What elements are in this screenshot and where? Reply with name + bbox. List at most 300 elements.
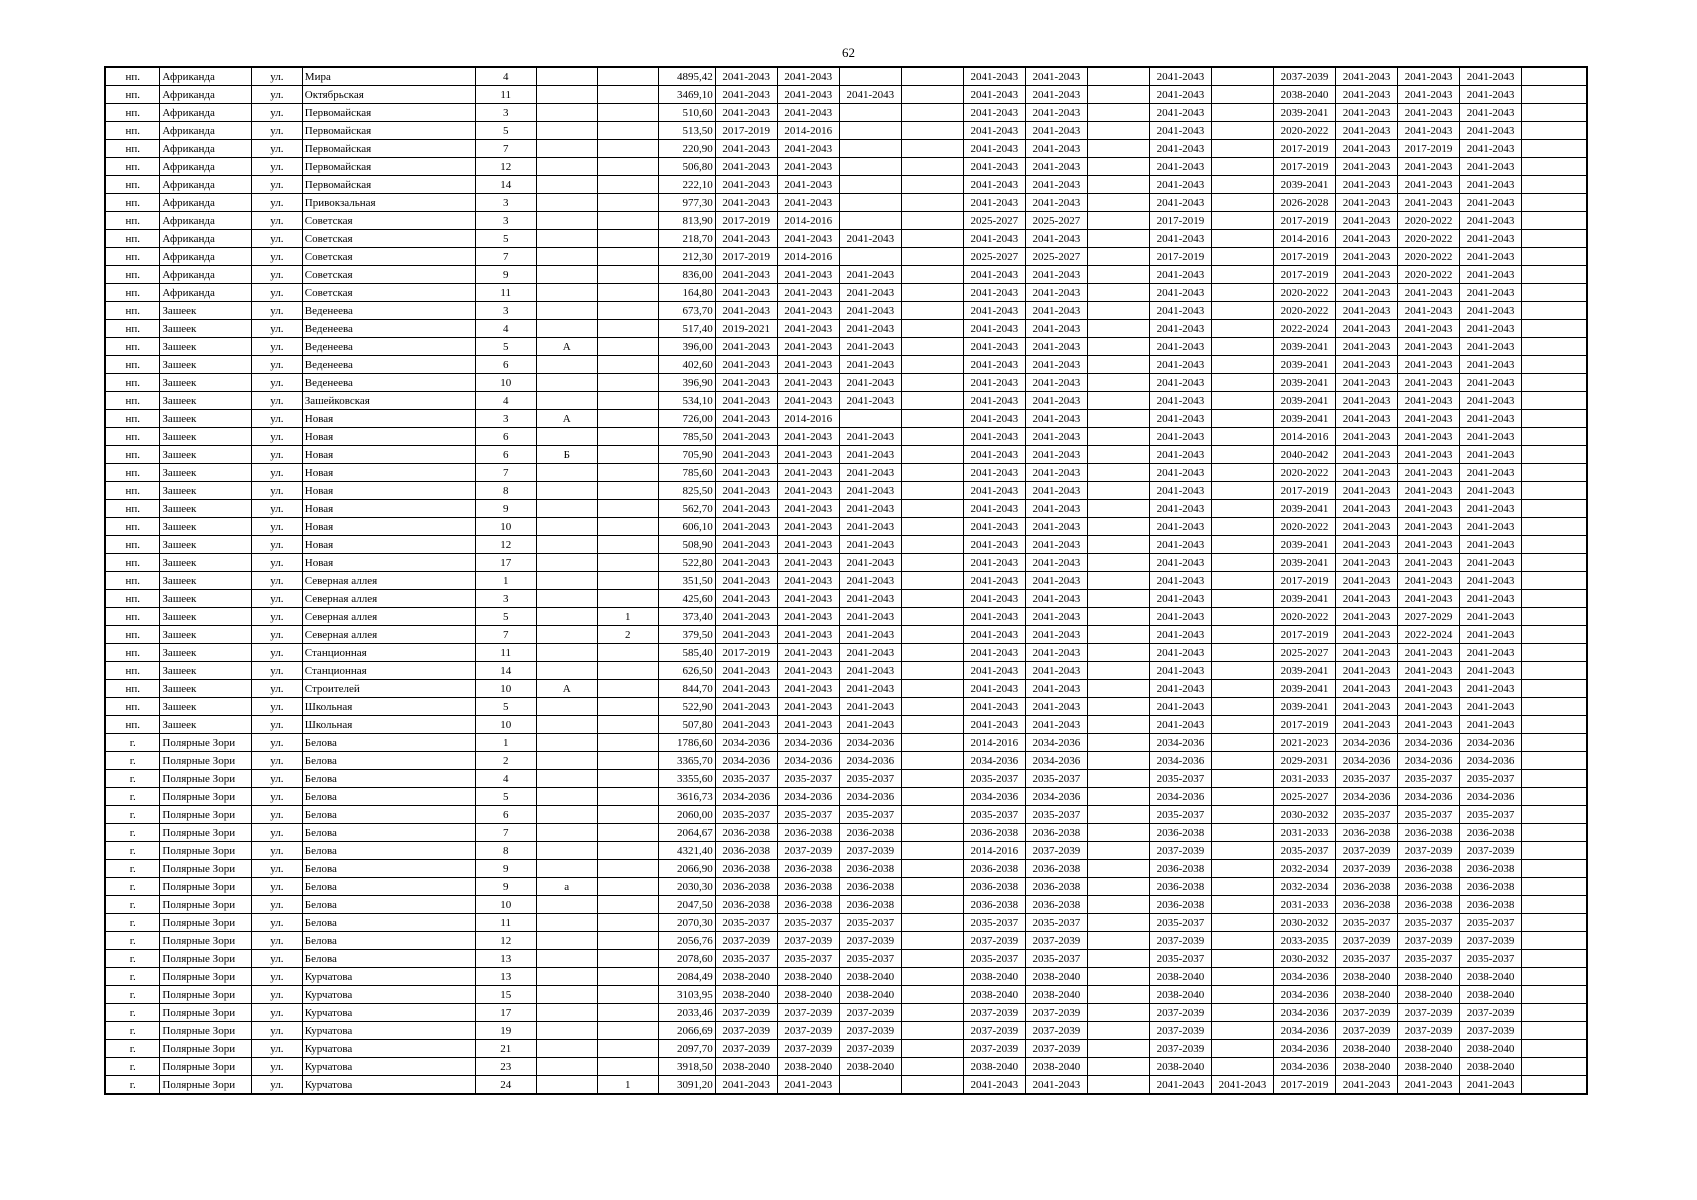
- table-cell: 425,60: [658, 590, 715, 608]
- table-cell: [1522, 428, 1587, 446]
- table-cell: [901, 878, 963, 896]
- table-cell: 2041-2043: [963, 338, 1025, 356]
- table-cell: 4321,40: [658, 842, 715, 860]
- table-cell: 2035-2037: [963, 914, 1025, 932]
- table-cell: [1087, 878, 1149, 896]
- table-cell: 522,80: [658, 554, 715, 572]
- table-cell: нп.: [105, 536, 160, 554]
- table-cell: 2033-2035: [1273, 932, 1335, 950]
- table-cell: [597, 950, 658, 968]
- table-cell: [901, 716, 963, 734]
- table-cell: 2041-2043: [1336, 662, 1398, 680]
- table-cell: 2036-2038: [777, 824, 839, 842]
- table-cell: 2041-2043: [715, 410, 777, 428]
- table-cell: [1211, 608, 1273, 626]
- table-cell: 220,90: [658, 140, 715, 158]
- table-cell: нп.: [105, 86, 160, 104]
- table-cell: 2041-2043: [1460, 194, 1522, 212]
- table-cell: 2021-2023: [1273, 734, 1335, 752]
- table-cell: [597, 194, 658, 212]
- table-cell: 2037-2039: [963, 1040, 1025, 1058]
- table-row: [105, 806, 1587, 824]
- table-cell: 2041-2043: [715, 1076, 777, 1095]
- table-cell: 2: [597, 626, 658, 644]
- table-row: [105, 770, 1587, 788]
- table-cell: [1087, 554, 1149, 572]
- table-cell: ул.: [251, 950, 302, 968]
- table-cell: 2066,90: [658, 860, 715, 878]
- table-cell: 2038-2040: [1460, 968, 1522, 986]
- table-cell: 2037-2039: [1336, 1004, 1398, 1022]
- table-row: [105, 698, 1587, 716]
- table-cell: [597, 572, 658, 590]
- table-cell: Полярные Зори: [160, 1058, 252, 1076]
- table-cell: Первомайская: [302, 176, 475, 194]
- table-cell: [1087, 1022, 1149, 1040]
- table-cell: нп.: [105, 518, 160, 536]
- table-cell: [839, 194, 901, 212]
- table-row: [105, 1004, 1587, 1022]
- table-cell: 2036-2038: [839, 878, 901, 896]
- table-cell: [1522, 950, 1587, 968]
- table-cell: [536, 590, 597, 608]
- table-cell: 3: [475, 104, 536, 122]
- table-cell: Зашеек: [160, 428, 252, 446]
- table-cell: ул.: [251, 680, 302, 698]
- table-cell: Зашеек: [160, 662, 252, 680]
- table-cell: 2041-2043: [1149, 194, 1211, 212]
- table-row: [105, 1076, 1587, 1095]
- table-cell: ул.: [251, 734, 302, 752]
- table-cell: 2020-2022: [1273, 518, 1335, 536]
- table-cell: 2039-2041: [1273, 392, 1335, 410]
- table-cell: 2035-2037: [777, 950, 839, 968]
- table-cell: [1211, 446, 1273, 464]
- table-cell: 2041-2043: [1336, 320, 1398, 338]
- table-cell: [536, 662, 597, 680]
- table-cell: Курчатова: [302, 1022, 475, 1040]
- table-cell: Полярные Зори: [160, 896, 252, 914]
- table-cell: 5: [475, 698, 536, 716]
- table-cell: 2041-2043: [777, 698, 839, 716]
- table-cell: 2017-2019: [1273, 248, 1335, 266]
- table-cell: 2041-2043: [839, 698, 901, 716]
- table-cell: 2041-2043: [1149, 626, 1211, 644]
- table-cell: А: [536, 680, 597, 698]
- table-cell: Новая: [302, 446, 475, 464]
- table-cell: г.: [105, 1076, 160, 1095]
- table-cell: 2041-2043: [963, 662, 1025, 680]
- table-cell: [536, 248, 597, 266]
- table-cell: г.: [105, 1040, 160, 1058]
- table-cell: 513,50: [658, 122, 715, 140]
- table-cell: 3918,50: [658, 1058, 715, 1076]
- table-cell: [536, 986, 597, 1004]
- table-cell: [536, 752, 597, 770]
- table-cell: нп.: [105, 698, 160, 716]
- table-cell: 2041-2043: [839, 536, 901, 554]
- table-cell: г.: [105, 806, 160, 824]
- table-cell: 2041-2043: [1460, 536, 1522, 554]
- table-cell: [1087, 860, 1149, 878]
- table-cell: [1211, 1058, 1273, 1076]
- table-cell: Строителей: [302, 680, 475, 698]
- table-cell: 2019-2021: [715, 320, 777, 338]
- table-cell: [1522, 140, 1587, 158]
- table-cell: 2041-2043: [777, 1076, 839, 1095]
- table-cell: [1087, 734, 1149, 752]
- table-cell: 2: [475, 752, 536, 770]
- table-cell: 2041-2043: [715, 158, 777, 176]
- table-cell: [1211, 266, 1273, 284]
- table-cell: 2041-2043: [1398, 1076, 1460, 1095]
- table-cell: 2017-2019: [1273, 716, 1335, 734]
- table-cell: 2037-2039: [1398, 842, 1460, 860]
- table-cell: 2041-2043: [1336, 266, 1398, 284]
- table-cell: нп.: [105, 644, 160, 662]
- table-cell: 396,00: [658, 338, 715, 356]
- table-cell: Курчатова: [302, 1076, 475, 1095]
- table-cell: 2041-2043: [715, 482, 777, 500]
- table-cell: 2036-2038: [1149, 824, 1211, 842]
- table-cell: нп.: [105, 158, 160, 176]
- table-cell: 2041-2043: [1398, 446, 1460, 464]
- table-cell: [1211, 770, 1273, 788]
- table-cell: Зашеек: [160, 500, 252, 518]
- table-cell: 3616,73: [658, 788, 715, 806]
- table-cell: 2041-2043: [1398, 158, 1460, 176]
- table-cell: Белова: [302, 788, 475, 806]
- table-cell: [1211, 644, 1273, 662]
- table-cell: 2038-2040: [715, 1058, 777, 1076]
- table-cell: [901, 500, 963, 518]
- table-cell: [1522, 122, 1587, 140]
- table-cell: г.: [105, 986, 160, 1004]
- table-row: [105, 968, 1587, 986]
- table-cell: 2041-2043: [1336, 356, 1398, 374]
- table-cell: ул.: [251, 1022, 302, 1040]
- table-cell: [1522, 914, 1587, 932]
- table-cell: 2041-2043: [715, 67, 777, 86]
- table-cell: 2038-2040: [1149, 986, 1211, 1004]
- table-cell: [1087, 950, 1149, 968]
- table-cell: 2034-2036: [1273, 1022, 1335, 1040]
- table-cell: [901, 914, 963, 932]
- table-cell: 2041-2043: [963, 590, 1025, 608]
- table-cell: 2034-2036: [1398, 734, 1460, 752]
- table-cell: 2041-2043: [963, 482, 1025, 500]
- table-cell: [1211, 320, 1273, 338]
- table-cell: [597, 824, 658, 842]
- table-cell: 2041-2043: [839, 590, 901, 608]
- table-cell: 2041-2043: [715, 464, 777, 482]
- table-cell: [597, 896, 658, 914]
- table-cell: 2041-2043: [1336, 104, 1398, 122]
- table-cell: ул.: [251, 338, 302, 356]
- table-cell: 2041-2043: [1336, 374, 1398, 392]
- table-cell: 2014-2016: [777, 410, 839, 428]
- table-cell: [1522, 878, 1587, 896]
- table-cell: 2041-2043: [1336, 122, 1398, 140]
- table-cell: Зашеек: [160, 644, 252, 662]
- table-cell: [1087, 356, 1149, 374]
- table-cell: 2041-2043: [963, 122, 1025, 140]
- table-cell: 2034-2036: [1460, 734, 1522, 752]
- table-cell: 2041-2043: [839, 338, 901, 356]
- table-cell: 2041-2043: [839, 680, 901, 698]
- table-cell: 2038-2040: [1025, 1058, 1087, 1076]
- table-cell: 1: [597, 1076, 658, 1095]
- table-cell: 2041-2043: [1336, 464, 1398, 482]
- table-cell: нп.: [105, 716, 160, 734]
- table-cell: Новая: [302, 500, 475, 518]
- table-cell: 2017-2019: [1273, 158, 1335, 176]
- table-cell: 506,80: [658, 158, 715, 176]
- table-row: [105, 932, 1587, 950]
- table-cell: 2038-2040: [1149, 1058, 1211, 1076]
- table-cell: 2036-2038: [715, 860, 777, 878]
- table-cell: Полярные Зори: [160, 932, 252, 950]
- table-cell: Зашеек: [160, 536, 252, 554]
- table-cell: 2017-2019: [1398, 140, 1460, 158]
- table-cell: 2041-2043: [777, 158, 839, 176]
- table-cell: Веденеева: [302, 302, 475, 320]
- table-cell: нп.: [105, 266, 160, 284]
- table-cell: 2041-2043: [1336, 644, 1398, 662]
- table-cell: 2041-2043: [1025, 320, 1087, 338]
- table-cell: [1087, 932, 1149, 950]
- table-row: [105, 788, 1587, 806]
- table-cell: 4895,42: [658, 67, 715, 86]
- table-cell: 2041-2043: [963, 554, 1025, 572]
- table-cell: ул.: [251, 770, 302, 788]
- table-cell: [1211, 986, 1273, 1004]
- table-cell: Полярные Зори: [160, 986, 252, 1004]
- table-cell: 2041-2043: [1460, 428, 1522, 446]
- table-cell: ул.: [251, 446, 302, 464]
- table-cell: [901, 572, 963, 590]
- table-cell: 2064,67: [658, 824, 715, 842]
- table-cell: 510,60: [658, 104, 715, 122]
- table-cell: 2036-2038: [1398, 878, 1460, 896]
- table-cell: 2014-2016: [963, 734, 1025, 752]
- table-cell: [1522, 932, 1587, 950]
- table-cell: Полярные Зори: [160, 788, 252, 806]
- table-cell: [901, 374, 963, 392]
- table-cell: 2041-2043: [1460, 356, 1522, 374]
- table-cell: [1087, 788, 1149, 806]
- table-cell: 2041-2043: [839, 608, 901, 626]
- table-cell: 2025-2027: [1273, 788, 1335, 806]
- table-cell: 2041-2043: [1398, 518, 1460, 536]
- table-cell: [839, 410, 901, 428]
- table-cell: 2034-2036: [777, 734, 839, 752]
- table-cell: Зашеек: [160, 464, 252, 482]
- table-cell: 2041-2043: [1336, 194, 1398, 212]
- page-number: 62: [842, 45, 855, 60]
- table-cell: [839, 1076, 901, 1095]
- table-row: [105, 284, 1587, 302]
- table-cell: [1522, 194, 1587, 212]
- table-cell: 2041-2043: [1025, 122, 1087, 140]
- table-cell: 2035-2037: [1460, 806, 1522, 824]
- table-cell: 2041-2043: [777, 284, 839, 302]
- table-cell: Белова: [302, 914, 475, 932]
- table-cell: 844,70: [658, 680, 715, 698]
- table-cell: 2017-2019: [1273, 626, 1335, 644]
- table-cell: ул.: [251, 266, 302, 284]
- table-cell: 2032-2034: [1273, 878, 1335, 896]
- table-cell: [1211, 680, 1273, 698]
- table-cell: 2037-2039: [839, 842, 901, 860]
- table-cell: [1087, 536, 1149, 554]
- table-cell: ул.: [251, 194, 302, 212]
- table-cell: 2041-2043: [1336, 86, 1398, 104]
- table-cell: [1211, 734, 1273, 752]
- table-cell: 2041-2043: [963, 320, 1025, 338]
- table-cell: ул.: [251, 392, 302, 410]
- table-cell: 2041-2043: [1460, 158, 1522, 176]
- table-cell: 2060,00: [658, 806, 715, 824]
- table-cell: 2041-2043: [1398, 67, 1460, 86]
- table-cell: [1522, 338, 1587, 356]
- table-cell: 2041-2043: [839, 86, 901, 104]
- table-row: [105, 320, 1587, 338]
- table-cell: Белова: [302, 734, 475, 752]
- table-cell: 2035-2037: [1460, 770, 1522, 788]
- table-cell: 15: [475, 986, 536, 1004]
- table-cell: [1211, 176, 1273, 194]
- table-cell: 2035-2037: [1149, 950, 1211, 968]
- table-cell: 7: [475, 248, 536, 266]
- table-cell: [597, 590, 658, 608]
- table-cell: [597, 284, 658, 302]
- table-cell: [1211, 410, 1273, 428]
- table-cell: 3355,60: [658, 770, 715, 788]
- table-cell: [901, 968, 963, 986]
- table-cell: 2041-2043: [963, 716, 1025, 734]
- table-cell: [597, 860, 658, 878]
- table-cell: [1211, 356, 1273, 374]
- table-cell: [536, 896, 597, 914]
- table-cell: 379,50: [658, 626, 715, 644]
- table-cell: [1211, 698, 1273, 716]
- table-cell: г.: [105, 860, 160, 878]
- table-cell: 2041-2043: [1336, 158, 1398, 176]
- table-cell: 2041-2043: [963, 608, 1025, 626]
- table-cell: 2041-2043: [1149, 716, 1211, 734]
- table-cell: 222,10: [658, 176, 715, 194]
- table-cell: 2036-2038: [963, 860, 1025, 878]
- table-cell: нп.: [105, 194, 160, 212]
- table-cell: [536, 716, 597, 734]
- table-cell: 2035-2037: [1149, 914, 1211, 932]
- table-cell: ул.: [251, 464, 302, 482]
- table-cell: [901, 212, 963, 230]
- table-cell: [536, 140, 597, 158]
- table-cell: [901, 266, 963, 284]
- table-cell: 2038-2040: [777, 1058, 839, 1076]
- table-cell: Новая: [302, 554, 475, 572]
- table-cell: [1522, 86, 1587, 104]
- table-cell: 2041-2043: [963, 428, 1025, 446]
- table-cell: Веденеева: [302, 338, 475, 356]
- table-row: [105, 122, 1587, 140]
- table-cell: Веденеева: [302, 374, 475, 392]
- table-cell: [901, 464, 963, 482]
- table-cell: [1522, 806, 1587, 824]
- table-cell: 7: [475, 824, 536, 842]
- table-cell: 9: [475, 878, 536, 896]
- table-cell: 2041-2043: [1025, 482, 1087, 500]
- table-cell: 2035-2037: [963, 950, 1025, 968]
- table-cell: [536, 1076, 597, 1095]
- table-cell: [1087, 716, 1149, 734]
- table-cell: 11: [475, 284, 536, 302]
- table-cell: 2038-2040: [839, 968, 901, 986]
- table-cell: 2038-2040: [1336, 1040, 1398, 1058]
- table-cell: 2041-2043: [715, 428, 777, 446]
- table-cell: 2035-2037: [1398, 950, 1460, 968]
- table-cell: [901, 986, 963, 1004]
- table-cell: 2041-2043: [839, 482, 901, 500]
- table-cell: 2041-2043: [777, 428, 839, 446]
- table-cell: 2041-2043: [1398, 716, 1460, 734]
- table-cell: 9: [475, 860, 536, 878]
- table-row: [105, 140, 1587, 158]
- table-cell: [839, 248, 901, 266]
- table-cell: 813,90: [658, 212, 715, 230]
- table-cell: [1211, 968, 1273, 986]
- table-cell: [901, 536, 963, 554]
- table-cell: [1522, 1076, 1587, 1095]
- table-cell: Станционная: [302, 662, 475, 680]
- table-cell: 2041-2043: [963, 266, 1025, 284]
- table-cell: [1087, 158, 1149, 176]
- table-cell: [1087, 176, 1149, 194]
- table-cell: 2041-2043: [1398, 410, 1460, 428]
- table-cell: 2035-2037: [1025, 806, 1087, 824]
- table-cell: 2037-2039: [715, 1022, 777, 1040]
- table-cell: 2041-2043: [1211, 1076, 1273, 1095]
- table-cell: 2041-2043: [715, 86, 777, 104]
- table-cell: 2036-2038: [715, 896, 777, 914]
- table-cell: 2041-2043: [1149, 230, 1211, 248]
- table-cell: Зашеек: [160, 410, 252, 428]
- table-cell: [901, 67, 963, 86]
- table-cell: [901, 590, 963, 608]
- table-cell: [839, 104, 901, 122]
- table-cell: Африканда: [160, 194, 252, 212]
- table-cell: нп.: [105, 680, 160, 698]
- table-cell: 2035-2037: [1336, 914, 1398, 932]
- table-cell: 2041-2043: [1336, 140, 1398, 158]
- table-cell: [1087, 1004, 1149, 1022]
- table-cell: ул.: [251, 824, 302, 842]
- table-row: [105, 878, 1587, 896]
- table-cell: 2041-2043: [777, 320, 839, 338]
- table-cell: 4: [475, 770, 536, 788]
- table-cell: 2041-2043: [1336, 428, 1398, 446]
- table-cell: [597, 644, 658, 662]
- table-cell: 2034-2036: [777, 752, 839, 770]
- table-cell: [536, 122, 597, 140]
- table-cell: 2041-2043: [1460, 284, 1522, 302]
- table-cell: 2041-2043: [1149, 356, 1211, 374]
- table-cell: нп.: [105, 662, 160, 680]
- table-cell: 2036-2038: [963, 878, 1025, 896]
- table-cell: [536, 788, 597, 806]
